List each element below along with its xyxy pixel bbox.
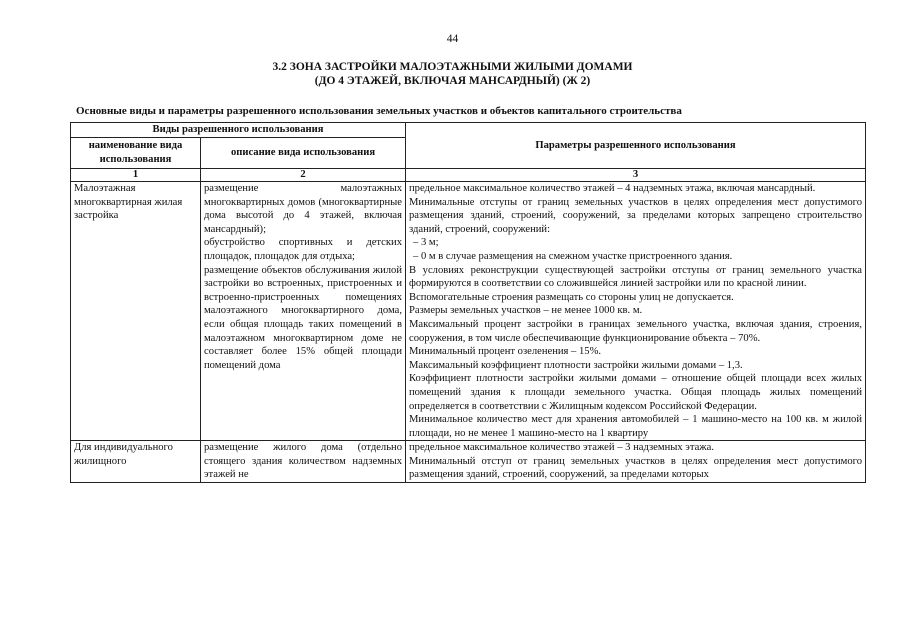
param-line: Минимальный процент озеленения – 15%. xyxy=(409,346,602,358)
col-number-2: 2 xyxy=(201,169,406,182)
description-line: размещение объектов обслуживания жилой застройки во встроенных, пристроенных и встроенно-пристроенных помещениях малоэтажного многоквартирного дома, если общая площадь таких помещений в малоэтажном многоквартирном доме не составляет более 15% общей площади помещений дома xyxy=(204,264,402,371)
param-line: Максимальный процент застройки в границах земельного участка, включая здания, строения, сооружения, в том числе обеспечивающие функционирование объекта – 70%. xyxy=(409,318,862,344)
zoning-table xyxy=(70,122,866,483)
use-name: Для индивидуального жилищного xyxy=(71,441,201,483)
description-line: размещение жилого дома (отдельно стоящего здания количеством надземных этажей не xyxy=(204,442,402,481)
use-description xyxy=(201,441,406,483)
param-line: Размеры земельных участков – не менее 1000 кв. м. xyxy=(409,305,643,317)
header-group: Виды разрешенного использования xyxy=(71,123,406,138)
param-line: Минимальное количество мест для хранения автомобилей – 1 машино-место на 100 кв. м жилой площади, но не менее 1 машино-место на 1 квартиру xyxy=(409,414,862,439)
description-line: размещение малоэтажных многоквартирных домов (многоквартирные дома высотой до 4 этажей, включая мансардный); xyxy=(204,183,402,235)
use-description xyxy=(201,182,406,441)
use-name: Малоэтажная многоквартирная жилая застройка xyxy=(71,182,201,441)
heading-line-2: (ДО 4 ЭТАЖЕЙ, ВКЛЮЧАЯ МАНСАРДНЫЙ) (Ж 2) xyxy=(314,75,591,87)
param-line: Коэффициент плотности застройки жилыми домами – отношение общей площади всех жилых помещений здания к площади земельного участка. Общая площадь жилых помещений определяется в соответствии с Жилищным кодексом Российской Федерации. xyxy=(409,373,862,412)
use-parameters xyxy=(406,441,866,483)
param-line: Минимальные отступы от границ земельных участков в целях определения мест допустимого размещения зданий, строений, сооружений, за пределами которых запрещено строительство зданий, строений, сооружений: xyxy=(409,196,862,235)
heading-line-1: 3.2 ЗОНА ЗАСТРОЙКИ МАЛОЭТАЖНЫМИ ЖИЛЫМИ ДОМАМИ xyxy=(272,61,633,73)
header-params: Параметры разрешенного использования xyxy=(406,123,866,169)
header-name: наименование вида использования xyxy=(71,138,201,169)
table-caption: Основные виды и параметры разрешенного использования земельных участков и объектов капитального строительства xyxy=(76,105,682,117)
table-row xyxy=(71,441,866,483)
param-line: В условиях реконструкции существующей застройки отступы от границ земельного участка формируются в соответствии со сложившейся линией застройки или по красной линии. xyxy=(409,264,862,290)
use-parameters xyxy=(406,182,866,441)
param-line: – 3 м; xyxy=(413,237,439,249)
param-line: – 0 м в случае размещения на смежном участке пристроенного здания. xyxy=(413,250,733,262)
table-row xyxy=(71,182,866,441)
section-heading xyxy=(0,60,905,88)
param-line: Вспомогательные строения размещать со стороны улиц не допускается. xyxy=(409,291,734,303)
description-line: обустройство спортивных и детских площадок, площадок для отдыха; xyxy=(204,237,402,262)
param-line: Минимальный отступ от границ земельных участков в целях определения мест допустимого размещения зданий, строений, сооружений, за пределами которых xyxy=(409,455,862,481)
header-description: описание вида использования xyxy=(201,138,406,169)
page-number: 44 xyxy=(446,33,459,45)
param-line: Максимальный коэффициент плотности застройки жилыми домами – 1,3. xyxy=(409,359,743,371)
col-number-1: 1 xyxy=(71,169,201,182)
param-line: предельное максимальное количество этажей – 3 надземных этажа. xyxy=(409,442,714,454)
col-number-3: 3 xyxy=(406,169,866,182)
param-line: предельное максимальное количество этажей – 4 надземных этажа, включая мансардный. xyxy=(409,183,816,194)
